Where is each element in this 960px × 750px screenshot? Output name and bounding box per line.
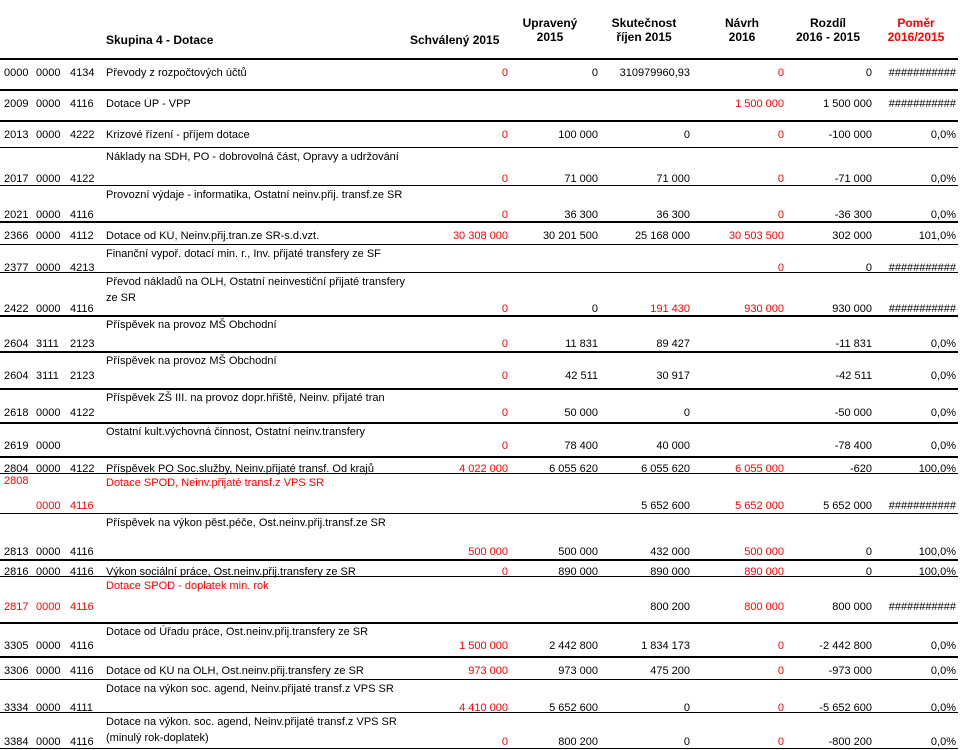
- row-description: Dotace SPOD, Neinv.přijaté transf.z VPS SR: [106, 477, 325, 489]
- code-paragraph: 2604: [4, 370, 29, 382]
- code-item: 4116: [70, 500, 94, 512]
- header-approved: Schválený 2015: [410, 33, 500, 47]
- value-diff: 0: [865, 262, 872, 274]
- value-ratio: 0,0%: [930, 338, 956, 350]
- header-proposal-line2: 2016: [728, 30, 756, 44]
- value-ratio: ###########: [888, 98, 956, 110]
- code-section: 0000: [36, 736, 61, 748]
- row-description: Příspěvek ZŠ III. na provoz dopr.hřiště, Neinv. přijaté tran: [106, 392, 385, 404]
- value-diff: 5 652 000: [823, 500, 872, 512]
- value-approved: 0: [501, 173, 508, 185]
- value-diff: -78 400: [834, 440, 872, 452]
- value-diff: -100 000: [828, 129, 872, 141]
- value-adjusted: 30 201 500: [542, 230, 598, 242]
- value-approved: 0: [501, 736, 508, 748]
- row-description: Provozní výdaje - informatika, Ostatní neinv.přij. transf.ze SR: [106, 189, 403, 201]
- header-diff-line2: 2016 - 2015: [795, 30, 861, 44]
- row-divider: [0, 244, 958, 245]
- value-ratio: 0,0%: [930, 665, 956, 677]
- row-divider: [0, 559, 958, 561]
- value-approved: 1 500 000: [459, 640, 508, 652]
- row-divider: [0, 513, 958, 514]
- header-proposal-line1: Návrh: [724, 16, 759, 30]
- value-approved: 0: [501, 440, 508, 452]
- code-section: 0000: [36, 129, 61, 141]
- code-paragraph: 2377: [4, 262, 29, 274]
- header-adjusted-line2: 2015: [536, 30, 564, 44]
- code-section: 0000: [36, 230, 61, 242]
- header-actual-line1: Skutečnost: [611, 16, 677, 30]
- value-proposal: 6 055 000: [735, 463, 784, 475]
- value-diff: 800 000: [832, 601, 872, 613]
- value-proposal: 0: [777, 129, 784, 141]
- value-diff: -71 000: [834, 173, 872, 185]
- row-description: Ostatní kult.výchovná činnost, Ostatní neinv.transfery: [106, 426, 366, 438]
- code-item: 4116: [70, 209, 94, 221]
- code-item: 4116: [70, 601, 94, 613]
- row-description: Příspěvek PO Soc.služby, Neinv.přijaté transf. Od krajů: [106, 463, 374, 475]
- value-diff: -2 442 800: [819, 640, 872, 652]
- value-approved: 500 000: [468, 546, 508, 558]
- value-proposal: 0: [777, 665, 784, 677]
- value-proposal: 5 652 000: [735, 500, 784, 512]
- value-diff: -36 300: [834, 209, 872, 221]
- row-divider: [0, 221, 958, 223]
- value-approved: 4 410 000: [459, 702, 508, 714]
- value-proposal: 0: [777, 173, 784, 185]
- code-section: 0000: [36, 702, 61, 714]
- value-diff: -620: [849, 463, 872, 475]
- value-diff: -973 000: [828, 665, 872, 677]
- table-header: [0, 0, 960, 50]
- header-diff: [786, 16, 870, 44]
- code-item: 4122: [70, 463, 95, 475]
- code-section: 0000: [36, 566, 61, 578]
- row-divider: [0, 656, 958, 658]
- code-section: 0000: [36, 303, 61, 315]
- value-approved: 0: [501, 370, 508, 382]
- value-proposal: 500 000: [744, 546, 784, 558]
- code-paragraph: 2021: [4, 209, 29, 221]
- value-diff: -11 831: [835, 338, 872, 350]
- value-adjusted: 0: [591, 303, 598, 315]
- row-description: Krizové řízení - příjem dotace: [106, 129, 250, 141]
- code-paragraph: 2009: [4, 98, 29, 110]
- row-description: Příspěvek na provoz MŠ Obchodní: [106, 319, 277, 331]
- value-actual: 0: [683, 702, 690, 714]
- header-actual: [598, 16, 690, 44]
- value-proposal: 30 503 500: [728, 230, 784, 242]
- value-ratio: 0,0%: [930, 736, 956, 748]
- value-proposal: 0: [777, 209, 784, 221]
- value-ratio: ###########: [888, 303, 956, 315]
- code-item: 4116: [70, 640, 94, 652]
- value-diff: 302 000: [832, 230, 872, 242]
- code-section: 3111: [36, 338, 59, 350]
- code-section: 0000: [36, 262, 61, 274]
- code-section: 0000: [36, 98, 61, 110]
- value-actual: 475 200: [650, 665, 690, 677]
- value-adjusted: 11 831: [565, 338, 598, 350]
- code-item: 4116: [70, 98, 94, 110]
- value-adjusted: 50 000: [564, 407, 598, 419]
- code-item: 4111: [70, 702, 93, 714]
- code-item: 4116: [70, 566, 94, 578]
- value-diff: 1 500 000: [823, 98, 872, 110]
- row-description: Dotace od Úřadu práce, Ost.neinv.přij.transfery ze SR: [106, 626, 369, 638]
- value-adjusted: 5 652 600: [549, 702, 598, 714]
- row-divider: [0, 712, 958, 713]
- value-adjusted: 42 511: [565, 370, 598, 382]
- code-item: 4122: [70, 173, 95, 185]
- value-actual: 432 000: [650, 546, 690, 558]
- value-adjusted: 973 000: [558, 665, 598, 677]
- code-paragraph: 3305: [4, 640, 29, 652]
- value-proposal: 0: [777, 67, 784, 79]
- value-ratio: 0,0%: [930, 702, 956, 714]
- value-actual: 890 000: [650, 566, 690, 578]
- code-section: 0000: [36, 209, 61, 221]
- value-ratio: ###########: [888, 67, 956, 79]
- value-ratio: 100,0%: [918, 566, 956, 578]
- header-group: Skupina 4 - Dotace: [106, 33, 214, 47]
- value-ratio: 0,0%: [930, 370, 956, 382]
- code-section: 0000: [36, 640, 61, 652]
- value-actual: 0: [683, 129, 690, 141]
- value-diff: 0: [865, 566, 872, 578]
- value-actual: 40 000: [656, 440, 690, 452]
- code-paragraph: 2813: [4, 546, 29, 558]
- value-diff: -42 511: [835, 370, 872, 382]
- code-paragraph: 2816: [4, 566, 29, 578]
- header-proposal: [700, 16, 784, 44]
- code-section: 3111: [36, 370, 59, 382]
- value-diff: -50 000: [834, 407, 872, 419]
- value-proposal: 0: [777, 262, 784, 274]
- value-actual: 30 917: [656, 370, 690, 382]
- code-section: 0000: [36, 601, 61, 613]
- code-paragraph: 3384: [4, 736, 29, 748]
- code-item: 4213: [70, 262, 95, 274]
- code-section: 0000: [36, 665, 61, 677]
- row-divider: [0, 147, 958, 148]
- code-paragraph: 3334: [4, 702, 29, 714]
- value-adjusted: 36 300: [564, 209, 598, 221]
- value-actual: 71 000: [656, 173, 690, 185]
- value-ratio: ###########: [888, 262, 956, 274]
- code-item: 2123: [70, 370, 95, 382]
- value-approved: 0: [501, 209, 508, 221]
- value-approved: 0: [501, 566, 508, 578]
- value-approved: 0: [501, 129, 508, 141]
- value-actual: 6 055 620: [641, 463, 690, 475]
- value-ratio: 0,0%: [930, 640, 956, 652]
- code-paragraph: 2618: [4, 407, 29, 419]
- header-adjusted-line1: Upravený: [522, 16, 578, 30]
- row-description: Převod nákladů na OLH, Ostatní neinvestiční přijaté transfery ze SR: [106, 276, 405, 304]
- code-paragraph: 0000: [4, 67, 29, 79]
- value-actual: 0: [683, 736, 690, 748]
- row-divider: [0, 120, 958, 122]
- value-adjusted: 6 055 620: [549, 463, 598, 475]
- value-ratio: 0,0%: [930, 407, 956, 419]
- value-approved: 30 308 000: [452, 230, 508, 242]
- value-approved: 0: [501, 407, 508, 419]
- code-item: 2123: [70, 338, 95, 350]
- row-divider: [0, 58, 958, 60]
- value-proposal: 0: [777, 640, 784, 652]
- row-description: Dotace od KÚ, Neinv.přij.tran.ze SR-s.d.vzt.: [106, 230, 320, 242]
- code-item: 4116: [70, 546, 94, 558]
- value-actual: 89 427: [656, 338, 690, 350]
- row-description: Dotace na výkon soc. agend, Neinv.přijaté transf.z VPS SR: [106, 683, 394, 695]
- code-paragraph: 2817: [4, 601, 29, 613]
- code-item: 4112: [70, 230, 94, 242]
- row-description: Příspěvek na výkon pěst.péče, Ost.neinv.přij.transf.ze SR: [106, 517, 386, 529]
- value-diff: 930 000: [832, 303, 872, 315]
- row-divider: [0, 185, 958, 186]
- row-description: Výkon sociální práce, Ost.neinv.přij.transfery ze SR: [106, 566, 356, 578]
- row-description: Dotace ÚP - VPP: [106, 98, 191, 110]
- code-section: 0000: [36, 500, 61, 512]
- value-diff: -800 200: [828, 736, 872, 748]
- row-divider: [0, 89, 958, 91]
- value-ratio: ###########: [888, 601, 956, 613]
- value-approved: 0: [501, 67, 508, 79]
- code-section: 0000: [36, 173, 61, 185]
- value-ratio: 0,0%: [930, 173, 956, 185]
- value-approved: 973 000: [468, 665, 508, 677]
- code-paragraph: 2013: [4, 129, 29, 141]
- row-description: Převody z rozpočtových účtů: [106, 67, 247, 79]
- value-adjusted: 2 442 800: [549, 640, 598, 652]
- row-description: Dotace SPOD - doplatek min. rok: [106, 580, 269, 592]
- value-proposal: 0: [777, 702, 784, 714]
- value-actual: 0: [683, 407, 690, 419]
- row-description: Dotace od KÚ na OLH, Ost.neinv.přij.transfery ze SR: [106, 665, 364, 677]
- row-description: Finanční vypoř. dotací min. r., Inv. přijaté transfery ze SF: [106, 248, 381, 260]
- value-actual: 191 430: [650, 303, 690, 315]
- code-section: 0000: [36, 463, 61, 475]
- table-bottom-border: [0, 748, 958, 749]
- value-adjusted: 71 000: [564, 173, 598, 185]
- code-paragraph: 2422: [4, 303, 29, 315]
- row-description: Dotace na výkon. soc. agend, Neinv.přijaté transf.z VPS SR (minulý rok-doplatek): [106, 716, 397, 744]
- value-approved: 0: [501, 303, 508, 315]
- value-ratio: 101,0%: [918, 230, 956, 242]
- code-paragraph: 2619: [4, 440, 29, 452]
- value-ratio: 0,0%: [930, 209, 956, 221]
- code-paragraph: 2017: [4, 173, 29, 185]
- value-approved: 0: [501, 338, 508, 350]
- value-ratio: ###########: [888, 500, 956, 512]
- value-adjusted: 890 000: [558, 566, 598, 578]
- value-actual: 5 652 600: [641, 500, 690, 512]
- code-paragraph: 2808: [4, 475, 29, 487]
- value-diff: 0: [865, 546, 872, 558]
- value-adjusted: 0: [591, 67, 598, 79]
- header-actual-line2: říjen 2015: [616, 30, 672, 44]
- header-ratio-line1: Poměr: [897, 16, 935, 30]
- header-ratio: [876, 16, 956, 44]
- value-proposal: 800 000: [744, 601, 784, 613]
- value-actual: 310979960,93: [619, 67, 690, 79]
- code-paragraph: 2366: [4, 230, 29, 242]
- code-item: 4122: [70, 407, 95, 419]
- code-section: 0000: [36, 546, 61, 558]
- row-divider: [0, 679, 958, 680]
- row-description: Příspěvek na provoz MŠ Obchodní: [106, 355, 277, 367]
- value-approved: 4 022 000: [459, 463, 508, 475]
- value-ratio: 0,0%: [930, 129, 956, 141]
- header-adjusted: [508, 16, 592, 44]
- row-divider: [0, 272, 958, 273]
- code-item: 4116: [70, 665, 94, 677]
- value-adjusted: 800 200: [558, 736, 598, 748]
- row-description: Náklady na SDH, PO - dobrovolná část, Opravy a udržování: [106, 151, 399, 163]
- value-ratio: 100,0%: [918, 463, 956, 475]
- row-divider: [0, 576, 958, 577]
- value-adjusted: 78 400: [564, 440, 598, 452]
- code-section: 0000: [36, 67, 61, 79]
- value-ratio: 100,0%: [918, 546, 956, 558]
- code-item: 4116: [70, 736, 94, 748]
- row-divider: [0, 456, 958, 458]
- value-proposal: 930 000: [744, 303, 784, 315]
- value-ratio: 0,0%: [930, 440, 956, 452]
- value-proposal: 0: [777, 736, 784, 748]
- value-actual: 800 200: [650, 601, 690, 613]
- code-item: 4134: [70, 67, 95, 79]
- value-adjusted: 500 000: [558, 546, 598, 558]
- value-actual: 36 300: [656, 209, 690, 221]
- value-proposal: 890 000: [744, 566, 784, 578]
- code-item: 4116: [70, 303, 94, 315]
- code-section: 0000: [36, 440, 61, 452]
- value-actual: 1 834 173: [641, 640, 690, 652]
- code-paragraph: 2804: [4, 463, 29, 475]
- code-paragraph: 3306: [4, 665, 29, 677]
- value-proposal: 1 500 000: [735, 98, 784, 110]
- value-actual: 25 168 000: [634, 230, 690, 242]
- code-section: 0000: [36, 407, 61, 419]
- header-diff-line1: Rozdíl: [810, 16, 846, 30]
- row-divider: [0, 473, 958, 474]
- code-paragraph: 2604: [4, 338, 29, 350]
- header-ratio-line2: 2016/2015: [887, 30, 945, 44]
- value-diff: -5 652 600: [819, 702, 872, 714]
- value-diff: 0: [865, 67, 872, 79]
- code-item: 4222: [70, 129, 95, 141]
- value-adjusted: 100 000: [558, 129, 598, 141]
